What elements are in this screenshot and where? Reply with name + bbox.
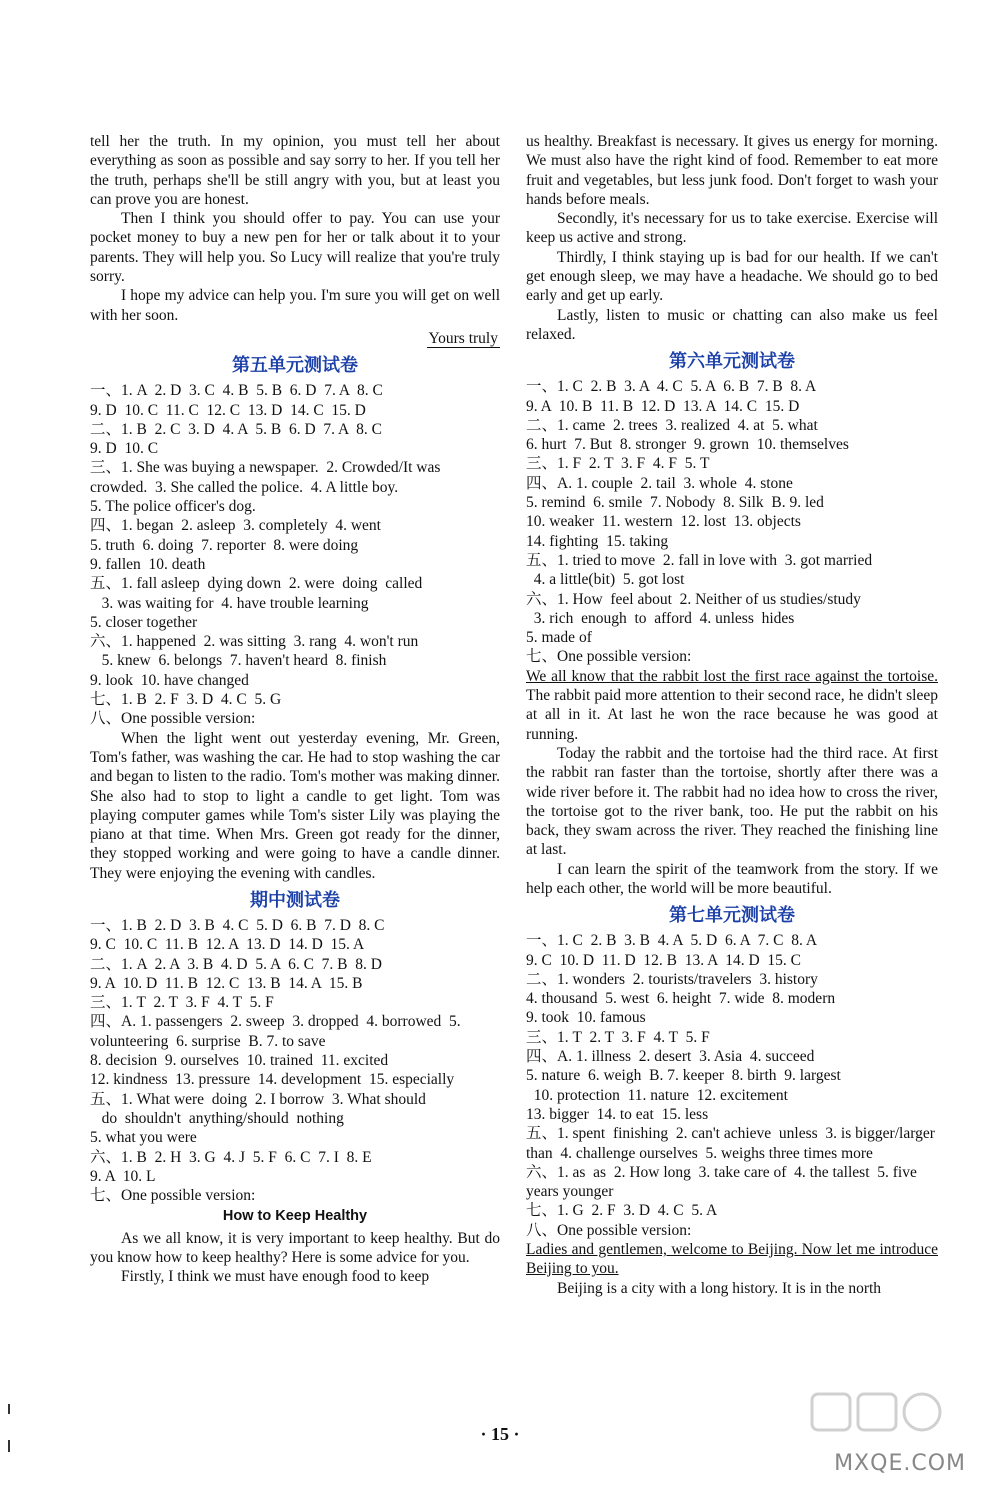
- answer-line: 八、One possible version:: [90, 710, 256, 728]
- unit6-answers: [526, 377, 938, 666]
- answer-line: 七、1. B 2. F 3. D 4. C 5. G: [90, 691, 282, 709]
- answer-line: 六、1. B 2. H 3. G 4. J 5. F 6. C 7. I 8. E: [90, 1148, 372, 1166]
- section-title-unit5: 第五单元测试卷: [232, 355, 358, 377]
- answer-line: do shouldn't anything/should nothing: [90, 1109, 344, 1127]
- answer-line: 八、One possible version:: [526, 1221, 692, 1239]
- answer-line: 二、1. B 2. C 3. D 4. A 5. B 6. D 7. A 8. C: [90, 420, 382, 438]
- answer-line: 一、1. C 2. B 3. B 4. A 5. D 6. A 7. C 8. A: [526, 932, 818, 950]
- answer-line: 9. C 10. C 11. B 12. A 13. D 14. D 15. A: [90, 936, 365, 954]
- essay-paragraph: As we all know, it is very important to keep healthy. But do you know how to keep healthy? Here is some advice for you.: [90, 1229, 500, 1267]
- answer-line: 5. made of: [526, 629, 592, 647]
- answer-line: 6. hurt 7. But 8. stronger 9. grown 10. themselves: [526, 436, 849, 454]
- answer-line: 5. closer together: [90, 613, 198, 631]
- answer-line: 5. truth 6. doing 7. reporter 8. were doing: [90, 536, 359, 554]
- letter-signature: Yours truly: [428, 329, 498, 347]
- answer-line: 四、A. 1. couple 2. tail 3. whole 4. stone: [526, 474, 793, 492]
- answer-line: 六、1. as as 2. How long 3. take care of 4. the tallest 5. five years younger: [526, 1163, 921, 1201]
- answer-line: 4. a little(bit) 5. got lost: [526, 571, 685, 589]
- section-title-unit6: 第六单元测试卷: [669, 351, 795, 373]
- section-title-midterm: 期中测试卷: [250, 889, 340, 911]
- answer-line: 六、1. happened 2. was sitting 3. rang 4. won't run: [90, 633, 419, 651]
- essay-title: How to Keep Healthy: [222, 1208, 368, 1225]
- unit6-essay-first: We all know that the rabbit lost the first race against the tortoise. The rabbit paid more attention to their second race, he didn't sleep at all in it. At last he won the race because he was good at running.: [526, 667, 938, 743]
- answer-line: 5. The police officer's dog.: [90, 498, 256, 516]
- answer-line: 5. knew 6. belongs 7. haven't heard 8. finish: [90, 652, 387, 670]
- answer-line: 12. kindness 13. pressure 14. development 15. especially: [90, 1071, 455, 1089]
- answer-line: 10. weaker 11. western 12. lost 13. objects: [526, 513, 801, 531]
- section-title-unit7: 第七单元测试卷: [669, 905, 795, 927]
- answer-line: 二、1. came 2. trees 3. realized 4. at 5. what: [526, 416, 818, 434]
- watermark-text: MXQE.COM: [834, 1451, 966, 1476]
- answer-line: 5. nature 6. weigh B. 7. keeper 8. birth 9. largest: [526, 1067, 841, 1085]
- left-column: [90, 132, 500, 1287]
- margin-mark: [8, 1404, 10, 1414]
- answer-line: 9. A 10. B 11. B 12. D 13. A 14. C 15. D: [526, 397, 800, 415]
- essay-paragraph: Thirdly, I think staying up is bad for our health. If we can't get enough sleep, we may have a headache. We should go to bed early and get up early.: [526, 248, 938, 305]
- answer-line: 一、1. A 2. D 3. C 4. B 5. B 6. D 7. A 8. C: [90, 382, 383, 400]
- answer-line: 8. decision 9. ourselves 10. trained 11. excited: [90, 1052, 389, 1070]
- answer-line: 4. thousand 5. west 6. height 7. wide 8. modern: [526, 990, 836, 1008]
- answer-line: 七、One possible version:: [90, 1187, 256, 1205]
- right-column: [526, 132, 938, 1298]
- answer-line: 9. look 10. have changed: [90, 671, 249, 689]
- margin-mark: [8, 1440, 10, 1452]
- answer-line: 三、1. F 2. T 3. F 4. F 5. T: [526, 455, 710, 473]
- unit7-essay-intro: Ladies and gentlemen, welcome to Beijing. Now let me introduce Beijing to you.: [526, 1241, 938, 1278]
- answer-line: 13. bigger 14. to eat 15. less: [526, 1105, 709, 1123]
- essay-paragraph: Today the rabbit and the tortoise had the third race. At first the rabbit ran faster than the tortoise, shortly after there was a wide river before it. The rabbit had no idea how to cross the river, the tortoise got to the river bank, too. He put the rabbit on his back, they swam across the river. They reached the finishing line at last.: [526, 744, 938, 859]
- essay-paragraph: Beijing is a city with a long history. It is in the north: [557, 1279, 882, 1297]
- answer-line: 三、1. T 2. T 3. F 4. T 5. F: [90, 994, 274, 1012]
- answer-line: 9. D 10. C: [90, 440, 159, 458]
- answer-line: 9. took 10. famous: [526, 1009, 646, 1027]
- answer-line: 五、1. spent finishing 2. can't achieve unless 3. is bigger/larger than 4. challenge ourselves 5. weighs three times more: [526, 1125, 939, 1162]
- answer-line: 四、A. 1. illness 2. desert 3. Asia 4. succeed: [526, 1048, 815, 1066]
- answer-line: 七、1. G 2. F 3. D 4. C 5. A: [526, 1202, 718, 1220]
- answer-line: 一、1. C 2. B 3. A 4. C 5. A 6. B 7. B 8. A: [526, 378, 817, 396]
- answer-line: 三、1. She was buying a newspaper. 2. Crowded/It was crowded. 3. She called the police. 4. A little boy.: [90, 459, 445, 496]
- essay-paragraph: I can learn the spirit of the teamwork from the story. If we help each other, the world will be more beautiful.: [526, 860, 938, 897]
- midterm-answers: [90, 916, 500, 1205]
- answer-line: 一、1. B 2. D 3. B 4. C 5. D 6. B 7. D 8. C: [90, 916, 385, 934]
- answer-line: 五、1. tried to move 2. fall in love with 3. got married: [526, 551, 873, 569]
- answer-line: 9. A 10. D 11. B 12. C 13. B 14. A 15. B: [90, 974, 363, 992]
- letter-paragraph: tell her the truth. In my opinion, you must tell her about everything as soon as possible and say sorry to her. If you tell her the truth, perhaps she'll be still angry with you, but at least you can prove you are honest.: [90, 133, 500, 208]
- unit5-essay: When the light went out yesterday evening, Mr. Green, Tom's father, was washing the car. He had to stop washing the car and began to listen to the radio. Tom's mother was making dinner. She also had to stop to light a candle to get light. Tom was playing computer games while Tom's sister Lily was playing the piano at that time. When Mrs. Green got ready for the dinner, they stopped working and were going to have a candle dinner. They were enjoying the evening with candles.: [90, 729, 500, 882]
- answer-line: 9. A 10. L: [90, 1167, 156, 1185]
- answer-line: 二、1. wonders 2. tourists/travelers 3. history: [526, 970, 818, 988]
- answer-line: 六、1. How feel about 2. Neither of us studies/study: [526, 590, 861, 608]
- essay-paragraph: us healthy. Breakfast is necessary. It gives us energy for morning. We must also have the right kind of food. Remember to eat more fruit and vegetables, but less junk food. Don't forget to wash your hands before meals.: [526, 133, 938, 208]
- answer-line: 二、1. A 2. A 3. B 4. D 5. A 6. C 7. B 8. D: [90, 955, 382, 973]
- unit7-answers: [526, 931, 938, 1240]
- answer-line: 3. was waiting for 4. have trouble learning: [90, 594, 369, 612]
- answer-line: 五、1. fall asleep dying down 2. were doing called: [90, 575, 423, 593]
- answer-line: 5. what you were: [90, 1129, 197, 1147]
- answer-line: 9. D 10. C 11. C 12. C 13. D 14. C 15. D: [90, 401, 366, 419]
- answer-line: 14. fighting 15. taking: [526, 532, 669, 550]
- answer-line: 5. remind 6. smile 7. Nobody 8. Silk B. 9. led: [526, 494, 824, 512]
- page-number: · 15 ·: [480, 1424, 520, 1444]
- answer-line: 七、One possible version:: [526, 648, 692, 666]
- answer-line: 10. protection 11. nature 12. excitement: [526, 1086, 788, 1104]
- answer-line: 三、1. T 2. T 3. F 4. T 5. F: [526, 1028, 710, 1046]
- answer-line: 五、1. What were doing 2. I borrow 3. What should: [90, 1090, 426, 1108]
- answer-line: 9. fallen 10. death: [90, 555, 206, 573]
- answer-line: 四、A. 1. passengers 2. sweep 3. dropped 4. borrowed 5. volunteering 6. surprise B. 7. to save: [90, 1013, 465, 1050]
- answer-line: 3. rich enough to afford 4. unless hides: [526, 609, 795, 627]
- letter-paragraph: Then I think you should offer to pay. You can use your pocket money to buy a new pen for her or talk about it to your parents. They will help you. So Lucy will realize that you're truly sorry.: [90, 210, 500, 286]
- answer-line: 四、1. began 2. asleep 3. completely 4. went: [90, 517, 381, 535]
- letter-paragraph: I hope my advice can help you. I'm sure you will get on well with her soon.: [90, 287, 500, 324]
- answer-line: 9. C 10. D 11. D 12. B 13. A 14. D 15. C: [526, 951, 802, 969]
- essay-paragraph: Secondly, it's necessary for us to take exercise. Exercise will keep us active and strong.: [526, 210, 938, 247]
- unit5-answers: [90, 381, 500, 728]
- essay-paragraph: Lastly, listen to music or chatting can also make us feel relaxed.: [526, 306, 938, 343]
- essay-paragraph: Firstly, I think we must have enough food to keep: [121, 1268, 430, 1286]
